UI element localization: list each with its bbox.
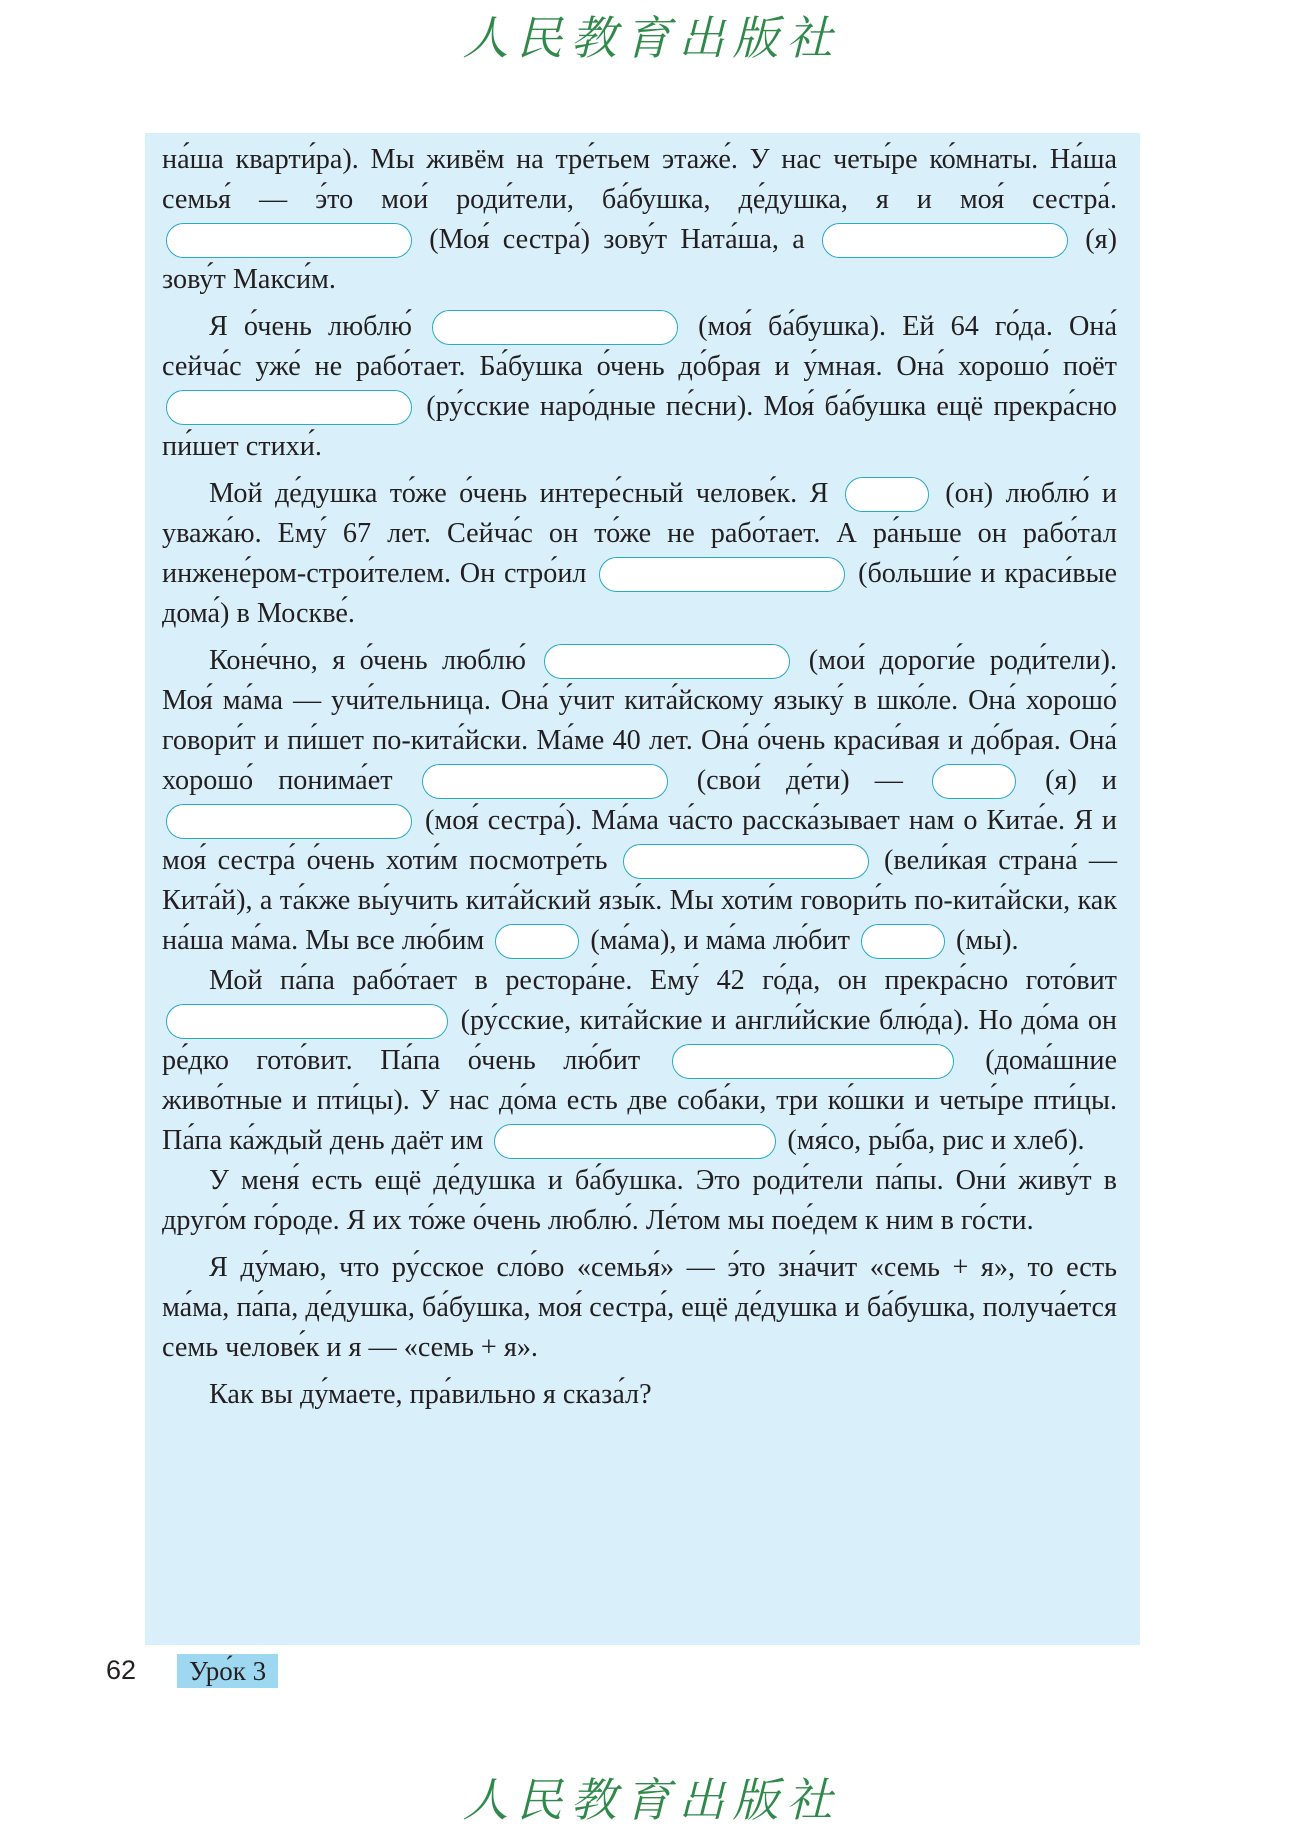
- text-span: (дома́шние живо́тные и пти́цы). У нас до́ма есть две соба́ки, три ко́шки и четы́ре пти́цы. Па́па ка́ждый день даёт им: [162, 1045, 1118, 1156]
- answer-blank-folk-songs[interactable]: [166, 390, 412, 425]
- publisher-logo-top: 人民教育出版社: [462, 11, 841, 65]
- answer-blank-sister-name[interactable]: [166, 223, 412, 258]
- answer-blank-great-country[interactable]: [623, 844, 869, 879]
- paragraph-1: [162, 140, 1117, 300]
- publisher-logo-bottom: 人民教育出版社: [462, 1773, 841, 1827]
- lesson-label: Уро́к 3: [177, 1654, 278, 1688]
- text-span: (он) люблю́ и уважа́ю. Ему́ 67 лет. Сейча́с он то́же не рабо́тает. А ра́ньше он рабо́тал инжене́ром-строи́телем. Он стро́ил: [162, 478, 1117, 589]
- answer-blank-own-children[interactable]: [422, 764, 668, 799]
- paragraph-7: Я ду́маю, что ру́сское сло́во «семья́» — э́то зна́чит «семь + я», то есть ма́ма, па́па, де́душка, ба́бушка, моя́ сестра́, ещё де́душка и ба́бушка, получа́ется семь челове́к и я — «семь + я».: [162, 1252, 1117, 1363]
- text-span: Я о́чень люблю́: [209, 311, 412, 342]
- paragraph-4: [162, 641, 1117, 961]
- text-span: (ма́ма), и ма́ма лю́бит: [590, 925, 850, 956]
- paragraph-6: У меня́ есть ещё де́душка и ба́бушка. Это роди́тели па́пы. Они́ живу́т в друго́м го́роде. Я их то́же о́чень люблю́. Ле́том мы пое́дем к ним в го́сти.: [162, 1165, 1117, 1236]
- text-span: (моя́ ба́бушка). Ей 64 го́да. Она́ сейча́с уже́ не рабо́тает. Ба́бушка о́чень до́брая и у́мная. Она́ хорошо́ поёт: [162, 311, 1118, 382]
- page-number: 62: [106, 1655, 137, 1685]
- text-span: (ру́сские наро́дные пе́сни). Моя́ ба́бушка ещё прекра́сно пи́шет стихи́.: [162, 391, 1118, 462]
- answer-blank-pets[interactable]: [672, 1044, 954, 1079]
- paragraph-8: Как вы ду́маете, пра́вильно я сказа́л?: [209, 1379, 652, 1410]
- answer-blank-dear-parents[interactable]: [544, 644, 790, 679]
- text-span: Коне́чно, я о́чень люблю́: [209, 645, 526, 676]
- reading-exercise-box: [145, 133, 1140, 1645]
- text-span: Мой па́па рабо́тает в рестора́не. Ему́ 42 го́да, он прекра́сно гото́вит: [209, 965, 1117, 996]
- answer-blank-big-houses[interactable]: [599, 557, 845, 592]
- answer-blank-mom[interactable]: [495, 924, 579, 959]
- answer-blank-me[interactable]: [932, 764, 1016, 799]
- text-span: (ру́сские, кита́йские и англи́йские блю́да). Но до́ма он ре́дко гото́вит. Па́па о́чень лю́бит: [162, 1005, 1118, 1076]
- answer-blank-my-name[interactable]: [822, 223, 1068, 258]
- text-span: (свои́ де́ти) —: [696, 765, 903, 796]
- answer-blank-him[interactable]: [845, 477, 929, 512]
- text-span: (мя́со, ры́ба, рис и хлеб).: [787, 1125, 1085, 1156]
- text-span: на́ша кварти́ра). Мы живём на тре́тьем этаже́. У нас четы́ре ко́мнаты. На́ша семья́ — э́то мои́ роди́тели, ба́бушка, де́душка, я и моя́ сестра́.: [162, 144, 1117, 215]
- text-span: (я) и: [1045, 765, 1118, 796]
- answer-blank-food[interactable]: [494, 1124, 776, 1159]
- paragraph-3: [162, 474, 1117, 634]
- answer-blank-grandmother[interactable]: [432, 310, 678, 345]
- paragraph-2: [162, 307, 1117, 467]
- text-span: Мой де́душка то́же о́чень интере́сный челове́к. Я: [209, 478, 829, 509]
- answer-blank-my-sister[interactable]: [166, 804, 412, 839]
- text-span: (вели́кая страна́ — Кита́й), а та́кже вы́учить кита́йский язы́к. Мы хоти́м говори́ть по-кита́йски, как на́ша ма́ма. Мы все лю́бим: [162, 845, 1118, 956]
- text-span: (мои́ дороги́е роди́тели). Моя́ ма́ма — учи́тельница. Она́ у́чит кита́йскому языку́ в шко́ле. Она́ хорошо́ говори́т и пи́шет по-кита́йски. Ма́ме 40 лет. Она́ о́чень краси́вая и до́брая. Она́ хорошо́ понима́ет: [162, 645, 1117, 796]
- text-span: (Моя́ сестра́) зову́т Ната́ша, а: [429, 224, 805, 255]
- text-span: (я) зову́т Макси́м.: [162, 224, 1117, 295]
- answer-blank-us[interactable]: [861, 924, 945, 959]
- text-span: (моя́ сестра́). Ма́ма ча́сто расска́зывает нам о Кита́е. Я и моя́ сестра́ о́чень хоти́м посмотре́ть: [162, 805, 1118, 876]
- text-span: (больши́е и краси́вые дома́) в Москве́.: [162, 558, 1118, 629]
- paragraph-5: [162, 961, 1117, 1161]
- answer-blank-dishes[interactable]: [166, 1004, 448, 1039]
- text-span: (мы).: [956, 925, 1019, 956]
